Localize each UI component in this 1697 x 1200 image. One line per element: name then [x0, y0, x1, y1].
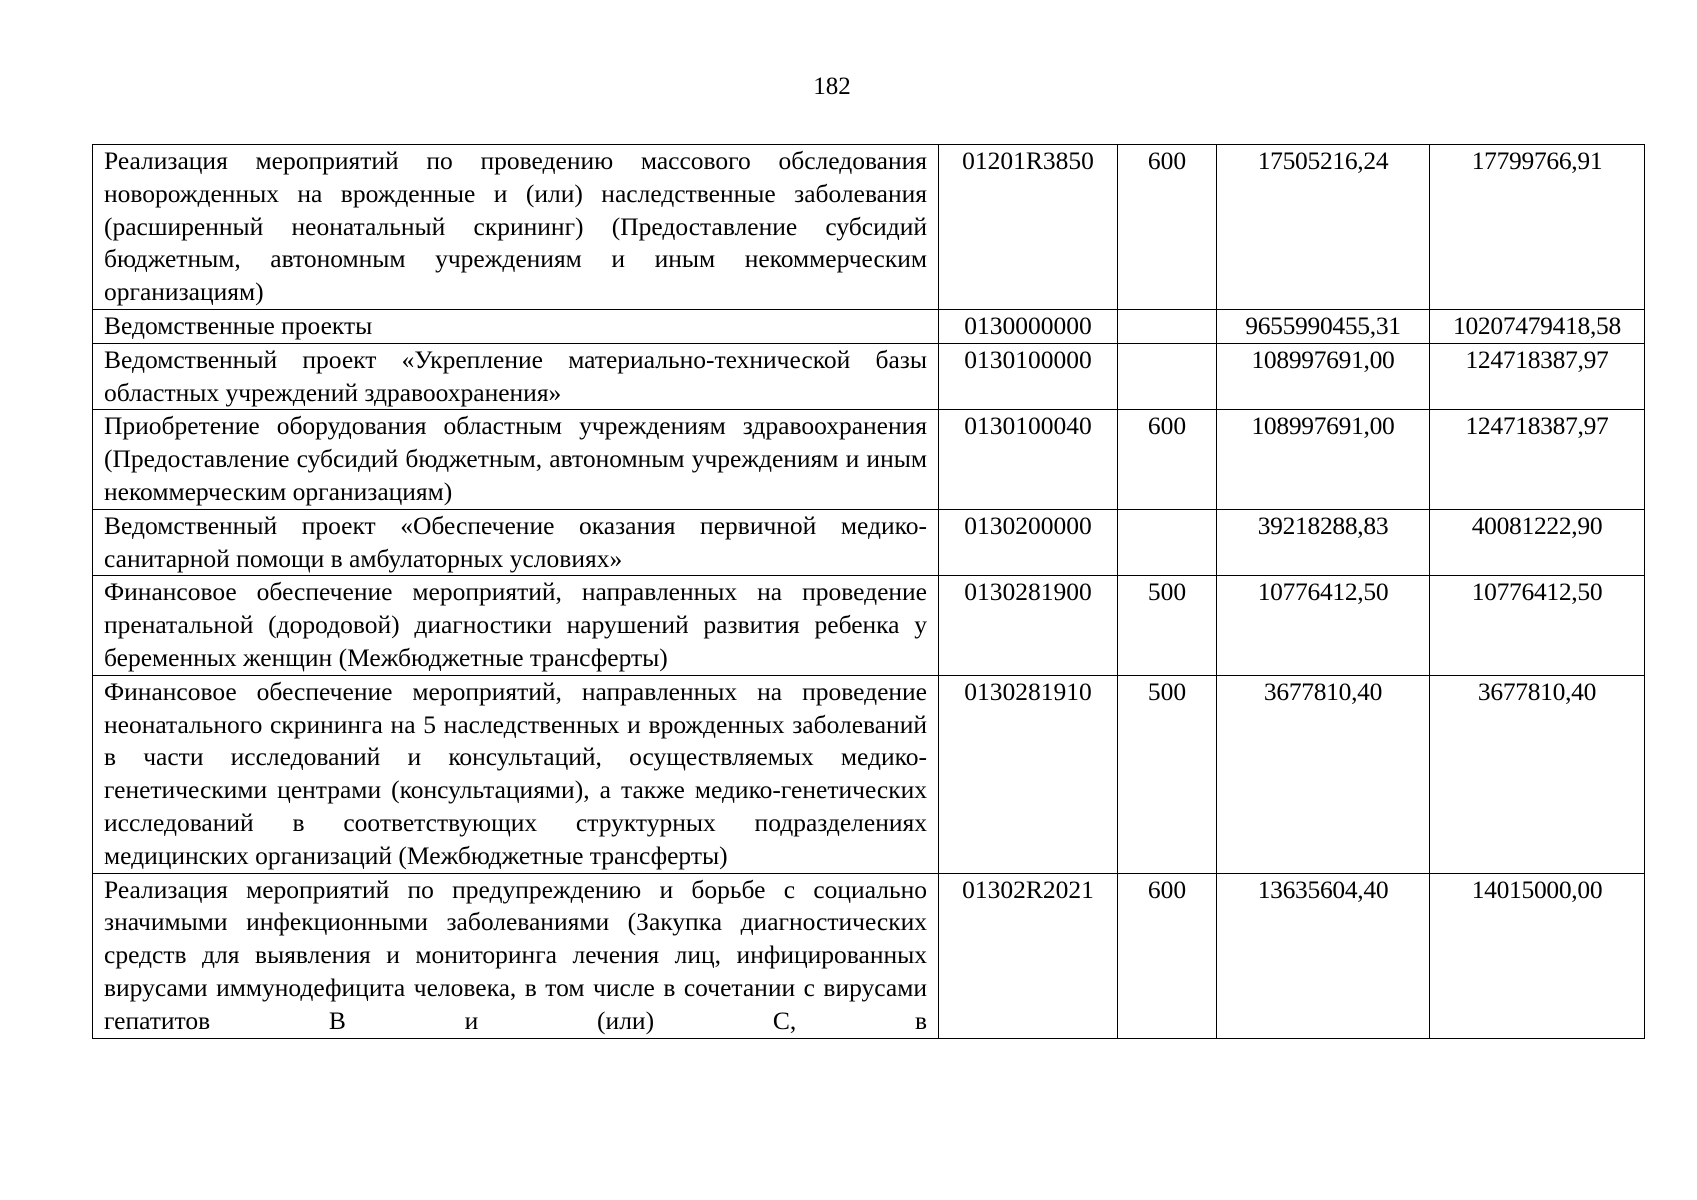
row-amount-1: 17505216,24 — [1217, 145, 1430, 310]
row-amount-1: 9655990455,31 — [1217, 309, 1430, 343]
table-row — [93, 145, 1645, 310]
row-amount-1: 10776412,50 — [1217, 576, 1430, 675]
budget-table — [92, 144, 1645, 1039]
row-type: 600 — [1118, 410, 1217, 509]
row-code: 0130200000 — [939, 509, 1118, 576]
table-row — [93, 410, 1645, 509]
table-row — [93, 576, 1645, 675]
row-name: Реализация мероприятий по предупреждению и борьбе с социально значимыми инфекционными заболеваниями (Закупка диагностических средств для выявления и мониторинга лечения лиц, инфицированных вирусами иммунодефицита человека, в том числе в сочетании с вирусами гепатитов B и (или) C, в — [93, 873, 939, 1038]
row-code: 0130000000 — [939, 309, 1118, 343]
table-row — [93, 509, 1645, 576]
page-number: 182 — [813, 73, 851, 100]
row-name: Финансовое обеспечение мероприятий, направленных на проведение неонатального скрининга на 5 наследственных и врожденных заболеваний в части исследований и консультаций, осуществляемых медико-генетическими центрами (консультациями), а также медико-генетических исследований в соответствующих структурных подразделениях медицинских организаций (Межбюджетные трансферты) — [93, 675, 939, 873]
row-name: Ведомственные проекты — [93, 309, 939, 343]
table-row — [93, 343, 1645, 410]
row-amount-1: 108997691,00 — [1217, 410, 1430, 509]
row-amount-1: 13635604,40 — [1217, 873, 1430, 1038]
row-type — [1118, 343, 1217, 410]
row-name: Приобретение оборудования областным учреждениям здравоохранения (Предоставление субсидий бюджетным, автономным учреждениям и иным некоммерческим организациям) — [93, 410, 939, 509]
row-amount-2: 124718387,97 — [1430, 343, 1645, 410]
row-code: 0130100040 — [939, 410, 1118, 509]
row-amount-2: 14015000,00 — [1430, 873, 1645, 1038]
row-type: 500 — [1118, 576, 1217, 675]
row-type: 500 — [1118, 675, 1217, 873]
row-name: Реализация мероприятий по проведению массового обследования новорожденных на врожденные и (или) наследственные заболевания (расширенный неонатальный скрининг) (Предоставление субсидий бюджетным, автономным учреждениям и иным некоммерческим организациям) — [93, 145, 939, 310]
row-code: 01302R2021 — [939, 873, 1118, 1038]
row-amount-2: 124718387,97 — [1430, 410, 1645, 509]
row-name: Ведомственный проект «Обеспечение оказания первичной медико-санитарной помощи в амбулаторных условиях» — [93, 509, 939, 576]
row-amount-2: 3677810,40 — [1430, 675, 1645, 873]
row-amount-2: 40081222,90 — [1430, 509, 1645, 576]
row-code: 0130281900 — [939, 576, 1118, 675]
row-amount-2: 10207479418,58 — [1430, 309, 1645, 343]
row-amount-1: 108997691,00 — [1217, 343, 1430, 410]
row-amount-1: 3677810,40 — [1217, 675, 1430, 873]
table-row — [93, 675, 1645, 873]
row-code: 01201R3850 — [939, 145, 1118, 310]
table-row — [93, 873, 1645, 1038]
row-type: 600 — [1118, 145, 1217, 310]
row-code: 0130100000 — [939, 343, 1118, 410]
table-row — [93, 309, 1645, 343]
row-name: Финансовое обеспечение мероприятий, направленных на проведение пренатальной (дородовой) диагностики нарушений развития ребенка у беременных женщин (Межбюджетные трансферты) — [93, 576, 939, 675]
row-type: 600 — [1118, 873, 1217, 1038]
row-amount-2: 17799766,91 — [1430, 145, 1645, 310]
row-name: Ведомственный проект «Укрепление материально-технической базы областных учреждений здравоохранения» — [93, 343, 939, 410]
row-amount-2: 10776412,50 — [1430, 576, 1645, 675]
row-amount-1: 39218288,83 — [1217, 509, 1430, 576]
row-type — [1118, 309, 1217, 343]
row-code: 0130281910 — [939, 675, 1118, 873]
row-type — [1118, 509, 1217, 576]
